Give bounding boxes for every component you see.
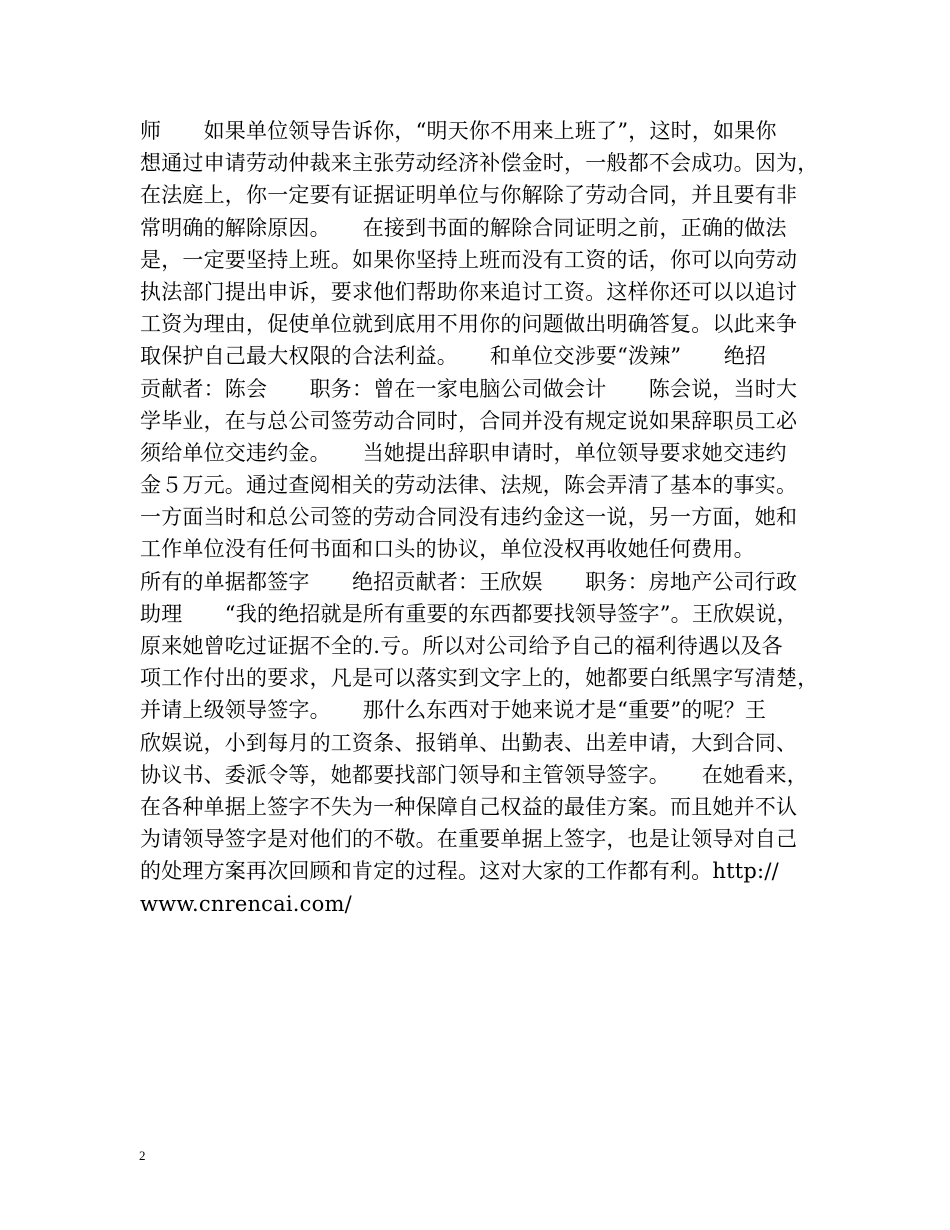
text-line: 贡献者：陈会 职务：曾在一家电脑公司做会计 陈会说，当时大 [140, 376, 798, 401]
text-line: 学毕业，在与总公司签劳动合同时，合同并没有规定说如果辞职员工必 [140, 408, 798, 433]
text-line: 所有的单据都签字 绝招贡献者：王欣娱 职务：房地产公司行政 [140, 569, 798, 594]
text-line: 的处理方案再次回顾和肯定的过程。这对大家的工作都有利。http:// [140, 859, 779, 884]
text-line: 在各种单据上签字不失为一种保障自己权益的最佳方案。而且她并不认 [140, 794, 798, 819]
body-text [140, 115, 820, 920]
text-line: www.cnrencai.com/ [140, 891, 352, 916]
text-line: 工作单位没有任何书面和口头的协议，单位没权再收她任何费用。 [140, 537, 787, 562]
text-line: 工资为理由，促使单位就到底用不用你的问题做出明确答复。以此来争 [140, 312, 798, 337]
text-line: 项工作付出的要求，凡是可以落实到文字上的，她都要白纸黑字写清楚， [140, 666, 819, 691]
page-number: 2 [139, 1148, 146, 1163]
text-line: 欣娱说，小到每月的工资条、报销单、出勤表、出差申请，大到合同、 [140, 730, 798, 755]
text-line: 并请上级领导签字。 那什么东西对于她来说才是“重要”的呢？王 [140, 698, 767, 723]
text-line: 协议书、委派令等，她都要找部门领导和主管领导签字。 在她看来， [140, 762, 808, 787]
text-line: 在法庭上，你一定要有证据证明单位与你解除了劳动合同，并且要有非 [140, 183, 798, 208]
text-line: 金５万元。通过查阅相关的劳动法律、法规，陈会弄清了基本的事实。 [140, 473, 798, 498]
text-line: 须给单位交违约金。 当她提出辞职申请时，单位领导要求她交违约 [140, 440, 787, 465]
text-line: 常明确的解除原因。 在接到书面的解除合同证明之前，正确的做法 [140, 215, 787, 240]
text-line: 为请领导签字是对他们的不敬。在重要单据上签字，也是让领导对自己 [140, 827, 798, 852]
text-line: 是，一定要坚持上班。如果你坚持上班而没有工资的话，你可以向劳动 [140, 247, 798, 272]
text-line: 助理 “我的绝招就是所有重要的东西都要找领导签字”。王欣娱说， [140, 601, 798, 626]
text-line: 师 如果单位领导告诉你，“明天你不用来上班了”，这时，如果你 [140, 119, 777, 143]
text-line: 一方面当时和总公司签的劳动合同没有违约金这一说，另一方面，她和 [140, 505, 798, 530]
text-line: 原来她曾吃过证据不全的.亏。所以对公司给予自己的福利待遇以及各 [140, 634, 783, 658]
text-line: 取保护自己最大权限的合法利益。 和单位交涉要“泼辣” 绝招 [140, 344, 767, 369]
text-line: 想通过申请劳动仲裁来主张劳动经济补偿金时，一般都不会成功。因为， [140, 151, 819, 176]
text-line: 执法部门提出申诉，要求他们帮助你来追讨工资。这样你还可以以追讨 [140, 279, 798, 304]
